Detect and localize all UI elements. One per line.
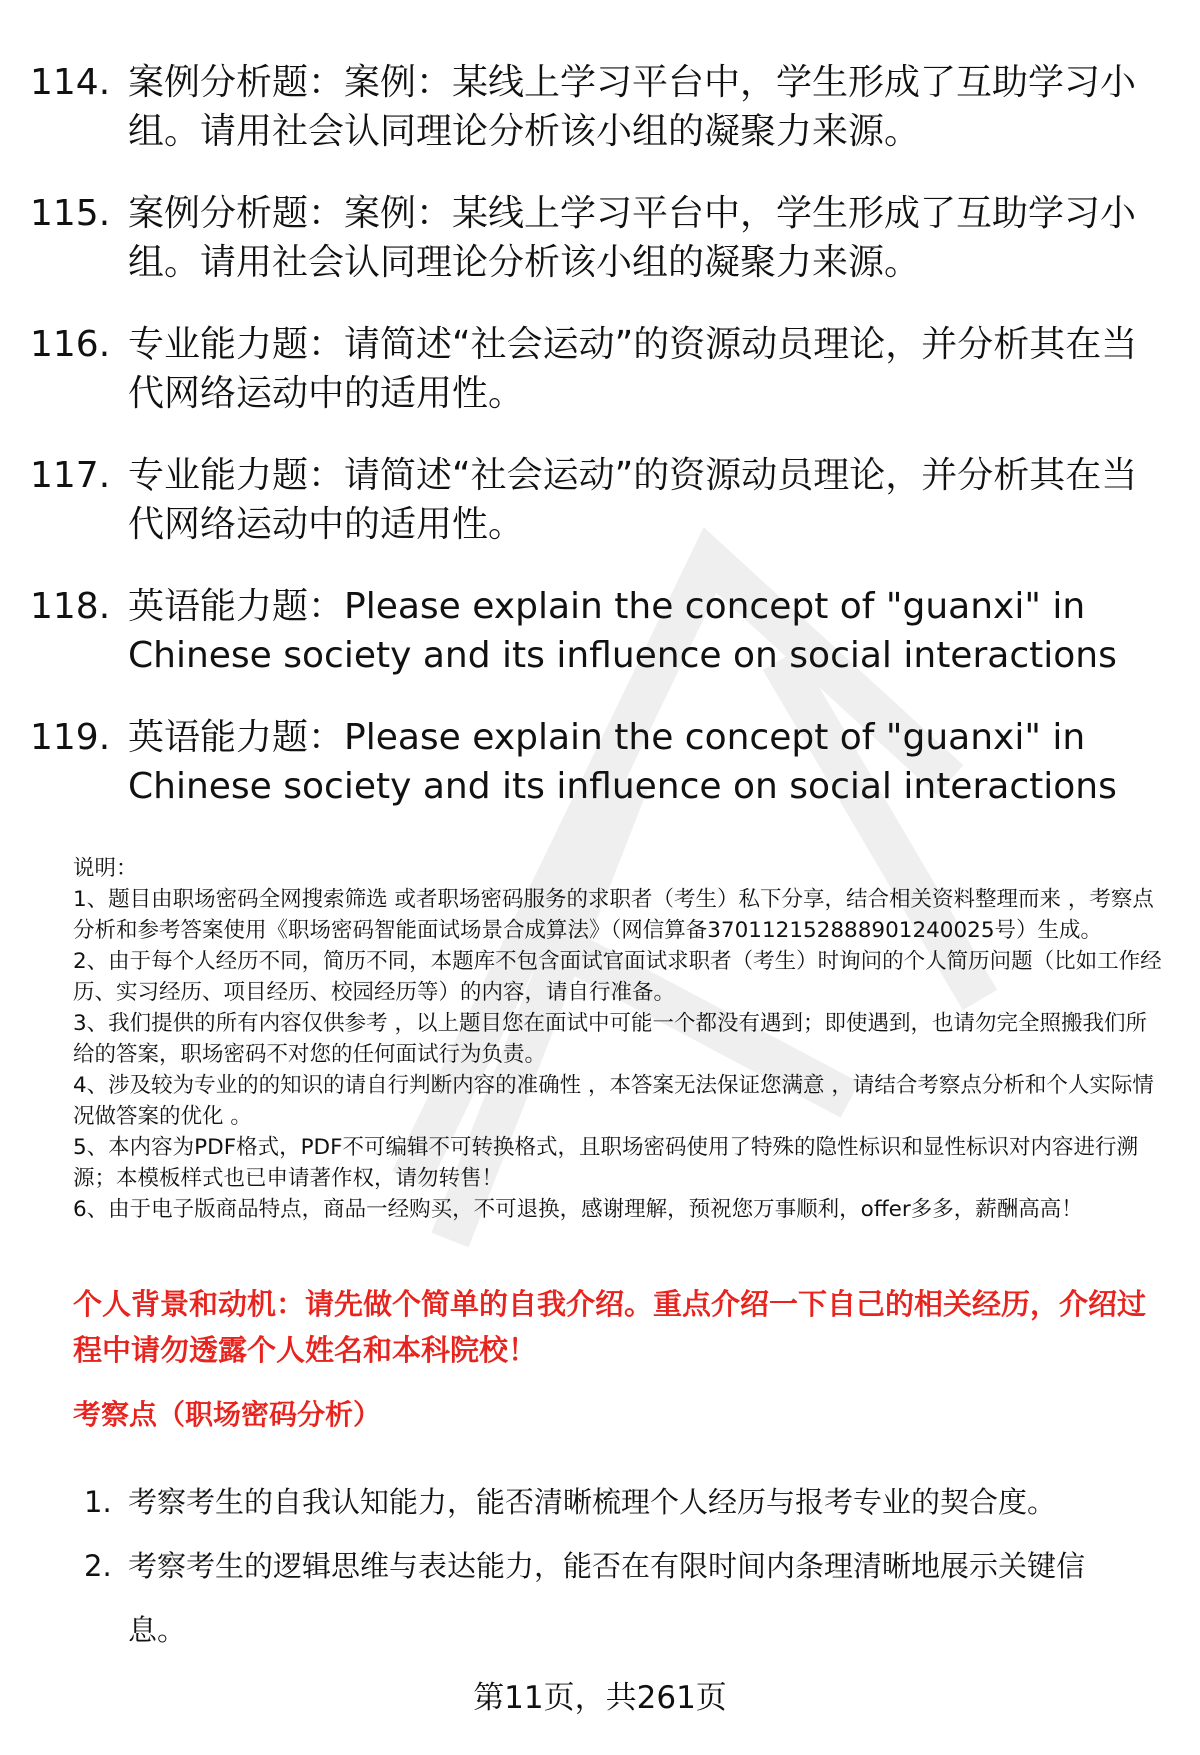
question-number: 114. bbox=[30, 62, 111, 103]
background-question: 个人背景和动机：请先做个简单的自我介绍。重点介绍一下自己的相关经历，介绍过程中请勿透露个人姓名和本科院校！ bbox=[73, 1287, 1147, 1367]
question-text: 专业能力题：请简述“社会运动”的资源动员理论，并分析其在当代网络运动中的适用性。 bbox=[128, 455, 1138, 545]
list-number: 1. bbox=[84, 1485, 112, 1519]
question-number: 118. bbox=[30, 586, 111, 627]
question-number: 117. bbox=[30, 455, 111, 496]
question-116 bbox=[30, 320, 1150, 418]
question-118 bbox=[30, 582, 1150, 680]
question-text: 案例分析题：案例：某线上学习平台中，学生形成了互助学习小组。请用社会认同理论分析该小组的凝聚力来源。 bbox=[128, 193, 1137, 283]
list-number: 2. bbox=[84, 1549, 112, 1583]
question-number: 119. bbox=[30, 717, 111, 758]
kaochadian-list bbox=[80, 1470, 1140, 1662]
notes-section bbox=[73, 853, 1163, 1225]
kaochadian-title: 考察点（职场密码分析） bbox=[73, 1398, 382, 1431]
question-117 bbox=[30, 451, 1150, 549]
page-footer: 第11页，共261页 bbox=[473, 1680, 727, 1716]
list-item bbox=[80, 1470, 1140, 1534]
list-text: 考察考生的自我认知能力，能否清晰梳理个人经历与报考专业的契合度。 bbox=[128, 1485, 1057, 1519]
question-115 bbox=[30, 189, 1150, 287]
notes-title: 说明： bbox=[73, 856, 138, 881]
note-item: 3、我们提供的所有内容仅供参考 ，以上题目您在面试中可能一个都没有遇到；即使遇到，也请勿完全照搬我们所给的答案，职场密码不对您的任何面试行为负责。 bbox=[73, 1011, 1148, 1067]
note-item: 5、本内容为PDF格式，PDF不可编辑不可转换格式，且职场密码使用了特殊的隐性标识和显性标识对内容进行溯源；本模板样式也已申请著作权，请勿转售！ bbox=[73, 1135, 1138, 1191]
note-item: 1、题目由职场密码全网搜索筛选 或者职场密码服务的求职者（考生）私下分享，结合相关资料整理而来 ，考察点分析和参考答案使用《职场密码智能面试场景合成算法》（网信算备370112152888901240025号）生成。 bbox=[73, 887, 1154, 943]
list-text: 考察考生的逻辑思维与表达能力，能否在有限时间内条理清晰地展示关键信息。 bbox=[128, 1549, 1086, 1647]
question-text: 英语能力题：Please explain the concept of "guanxi" in Chinese society and its influence on social interactions bbox=[128, 586, 1117, 676]
question-114 bbox=[30, 58, 1150, 156]
question-text: 专业能力题：请简述“社会运动”的资源动员理论，并分析其在当代网络运动中的适用性。 bbox=[128, 324, 1138, 414]
question-119 bbox=[30, 713, 1150, 811]
question-number: 115. bbox=[30, 193, 111, 234]
question-text: 案例分析题：案例：某线上学习平台中，学生形成了互助学习小组。请用社会认同理论分析该小组的凝聚力来源。 bbox=[128, 62, 1137, 152]
note-item: 6、由于电子版商品特点，商品一经购买，不可退换，感谢理解，预祝您万事顺利，offer多多，薪酬高高！ bbox=[73, 1197, 1083, 1222]
list-item bbox=[80, 1534, 1140, 1662]
note-item: 2、由于每个人经历不同，简历不同，本题库不包含面试官面试求职者（考生）时询问的个人简历问题（比如工作经历、实习经历、项目经历、校园经历等）的内容，请自行准备。 bbox=[73, 949, 1162, 1005]
note-item: 4、涉及较为专业的的知识的请自行判断内容的准确性 ，本答案无法保证您满意 ，请结合考察点分析和个人实际情况做答案的优化 。 bbox=[73, 1073, 1154, 1129]
question-number: 116. bbox=[30, 324, 111, 365]
question-text: 英语能力题：Please explain the concept of "guanxi" in Chinese society and its influence on social interactions bbox=[128, 717, 1117, 807]
